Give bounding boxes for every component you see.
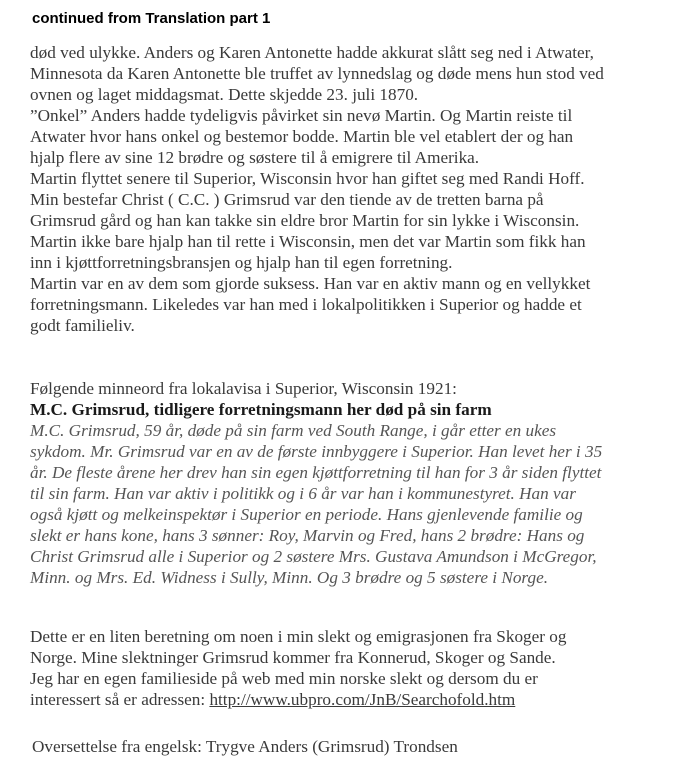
text-line: inn i kjøttforretningsbransjen og hjalp han til egen forretning.: [30, 253, 453, 272]
text-line: Martin flyttet senere til Superior, Wisconsin hvor han giftet seg med Randi Hoff.: [30, 169, 585, 188]
text-line: Grimsrud gård og han kan takke sin eldre bror Martin for sin lykke i Wisconsin.: [30, 211, 580, 230]
continued-heading: continued from Translation part 1: [32, 10, 271, 27]
paragraph-history: [30, 42, 690, 336]
text-line: forretningsmann. Likeledes var han med i lokalpolitikken i Superior og hadde et: [30, 295, 582, 314]
text-line: ovnen og laget middagsmat. Dette skjedde 23. juli 1870.: [30, 85, 419, 104]
text-line: godt familieliv.: [30, 316, 135, 335]
closing-address-line: [30, 689, 690, 710]
obituary-intro: Følgende minneord fra lokalavisa i Superior, Wisconsin 1921:: [30, 379, 457, 398]
text-line: død ved ulykke. Anders og Karen Antonette hadde akkurat slått seg ned i Atwater,: [30, 43, 594, 62]
obituary-line: Christ Grimsrud alle i Superior og 2 søstere Mrs. Gustava Amundson i McGregor,: [30, 547, 597, 566]
obituary-section: [30, 378, 690, 588]
closing-line: Jeg har en egen familieside på web med min norske slekt og dersom du er: [30, 669, 538, 688]
text-line: Martin var en av dem som gjorde suksess. Han var en aktiv mann og en vellykket: [30, 274, 591, 293]
text-line: Martin ikke bare hjalp han til rette i Wisconsin, men det var Martin som fikk han: [30, 232, 586, 251]
translator-credit: Oversettelse fra engelsk: Trygve Anders (Grimsrud) Trondsen: [32, 737, 458, 756]
text-line: Minnesota da Karen Antonette ble truffet av lynnedslag og døde mens hun stod ved: [30, 64, 604, 83]
obituary-line: år. De fleste årene her drev han sin egen kjøttforretning til han for 3 år siden flyttet: [30, 463, 602, 482]
text-line: Min bestefar Christ ( C.C. ) Grimsrud var den tiende av de tretten barna på: [30, 190, 544, 209]
obituary-line: til sin farm. Han var aktiv i politikk og i 6 år var han i kommunestyret. Han var: [30, 484, 576, 503]
address-prefix: interessert så er adressen:: [30, 690, 210, 709]
obituary-line: også kjøtt og melkeinspektør i Superior en periode. Hans gjenlevende familie og: [30, 505, 583, 524]
obituary-line: sykdom. Mr. Grimsrud var en av de første innbyggere i Superior. Han levet her i 35: [30, 442, 603, 461]
obituary-line: Minn. og Mrs. Ed. Widness i Sully, Minn. Og 3 brødre og 5 søstere i Norge.: [30, 568, 548, 587]
obituary-line: M.C. Grimsrud, 59 år, døde på sin farm ved South Range, i går etter en ukes: [30, 421, 557, 440]
translator-credit-block: [32, 736, 691, 757]
closing-paragraph: [30, 626, 690, 710]
text-line: ”Onkel” Anders hadde tydeligvis påvirket sin nevø Martin. Og Martin reiste til: [30, 106, 573, 125]
obituary-line: slekt er hans kone, hans 3 sønner: Roy, Marvin og Fred, hans 2 brødre: Hans og: [30, 526, 585, 545]
obituary-title: M.C. Grimsrud, tidligere forretningsmann her død på sin farm: [30, 400, 492, 419]
text-line: hjalp flere av sine 12 brødre og søstere til å emigrere til Amerika.: [30, 148, 480, 167]
closing-line: Dette er en liten beretning om noen i min slekt og emigrasjonen fra Skoger og: [30, 627, 567, 646]
closing-line: Norge. Mine slektninger Grimsrud kommer fra Konnerud, Skoger og Sande.: [30, 648, 556, 667]
text-line: Atwater hvor hans onkel og bestemor bodde. Martin ble vel etablert der og han: [30, 127, 574, 146]
family-page-link[interactable]: http://www.ubpro.com/JnB/Searchofold.htm: [209, 690, 516, 709]
